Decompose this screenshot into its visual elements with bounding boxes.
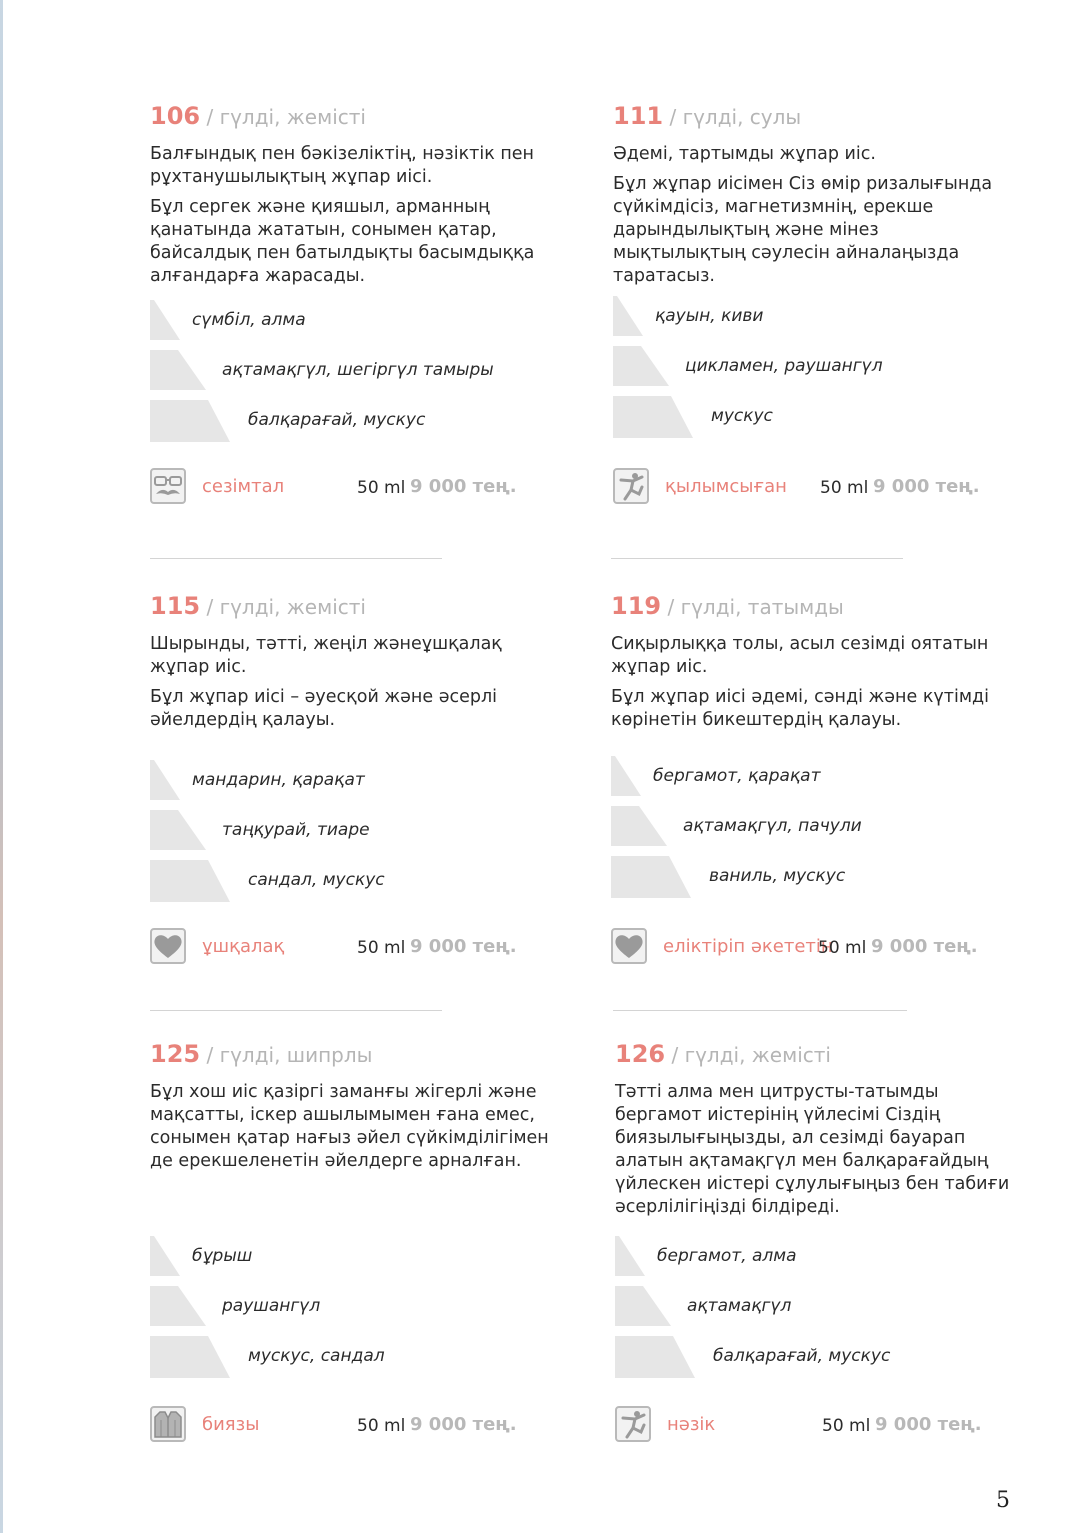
character-label: қылымсыған	[665, 476, 787, 497]
fragrance-pyramid	[611, 756, 1011, 906]
fragrance-note: қауын, киви	[655, 306, 764, 326]
product-number: 125	[150, 1040, 201, 1068]
product-description	[613, 143, 1013, 288]
pyramid-tier-shape	[150, 1286, 206, 1326]
pyramid-tier-shape	[150, 400, 230, 442]
description-paragraph: Бұл жұпар иісімен Сіз өмір ризалығында сүйкімдісіз, магнетизмнің, ерекше дарындылықтың және мінез мықтылықтың сәулесін айналаңызда таратасыз.	[613, 174, 993, 286]
pyramid-tier-shape	[150, 860, 230, 902]
price-label: 9 000 тең.	[410, 476, 517, 497]
product-number: 115	[150, 592, 201, 620]
pyramid-tier-shape	[150, 760, 180, 800]
pyramid-tier-shape	[150, 350, 206, 390]
description-paragraph: Бұл жұпар иісі әдемі, сәнді және күтімді көрінетін бикештердің қалауы.	[611, 687, 989, 730]
product-category: гүлді, жемісті	[219, 105, 366, 129]
pyramid-tier-shape	[613, 296, 643, 336]
page-edge-strip	[0, 0, 3, 1533]
product-heading	[150, 104, 550, 129]
fragrance-pyramid	[150, 760, 550, 910]
pyramid-tier-shape	[615, 1336, 695, 1378]
volume-label: 50 ml	[820, 478, 869, 498]
fragrance-pyramid	[613, 296, 1013, 446]
fragrance-note: мускус, сандал	[248, 1346, 385, 1366]
fragrance-note: бұрыш	[192, 1246, 253, 1266]
product-number: 119	[611, 592, 662, 620]
description-paragraph: Бұл хош иіс қазіргі заманғы жігерлі және мақсатты, іскер ашылымымен ғана емес, сонымен қатар нағыз әйел сүйкімділігімен де ерекшеленетін әйелдерге арналған.	[150, 1082, 549, 1171]
price-label: 9 000 тең.	[871, 936, 978, 957]
price-label: 9 000 тең.	[410, 936, 517, 957]
product-description	[611, 633, 1011, 732]
product-description	[615, 1081, 1015, 1219]
fragrance-note: раушангүл	[222, 1296, 321, 1316]
product-footer	[150, 1406, 550, 1446]
character-label: биязы	[202, 1414, 260, 1435]
pyramid-tier-shape	[613, 346, 669, 386]
heart-icon	[611, 928, 647, 964]
fragrance-note: ақтамақгүл, шегіргүл тамыры	[222, 360, 494, 380]
volume-label: 50 ml	[357, 1416, 406, 1436]
product-card-106	[150, 102, 550, 498]
product-footer	[613, 468, 1013, 508]
product-footer	[611, 928, 1011, 968]
product-footer	[150, 928, 550, 968]
divider-rule	[613, 1010, 907, 1011]
fragrance-note: таңқурай, тиаре	[222, 820, 370, 840]
product-heading	[150, 1042, 550, 1067]
fragrance-note: бергамот, алма	[657, 1246, 797, 1266]
heading-separator: /	[663, 105, 683, 129]
character-label: нәзік	[667, 1414, 716, 1435]
fragrance-note: сүмбіл, алма	[192, 310, 306, 330]
divider-rule	[150, 1010, 442, 1011]
price-label: 9 000 тең.	[875, 1414, 982, 1435]
product-footer	[615, 1406, 1015, 1446]
heading-separator: /	[200, 1043, 220, 1067]
product-category: гүлді, сулы	[682, 105, 802, 129]
product-description	[150, 633, 550, 732]
fragrance-note: балқарағай, мускус	[248, 410, 426, 430]
pyramid-tier-shape	[615, 1236, 645, 1276]
page-number: 5	[996, 1488, 1010, 1513]
description-paragraph: Бұл жұпар иісі – әуесқой және әсерлі әйелдердің қалауы.	[150, 687, 498, 730]
description-paragraph: Шырынды, тәтті, жеңіл жәнеұшқалақ жұпар иіс.	[150, 634, 502, 677]
product-card-119	[611, 592, 1011, 958]
fragrance-pyramid	[150, 1236, 550, 1386]
heart-icon	[150, 928, 186, 964]
fragrance-note: балқарағай, мускус	[713, 1346, 891, 1366]
fragrance-note: бергамот, қарақат	[653, 766, 821, 786]
product-heading	[613, 104, 1013, 129]
fragrance-note: цикламен, раушангүл	[685, 356, 883, 376]
heading-separator: /	[200, 595, 220, 619]
product-category: гүлді, шипрлы	[219, 1043, 373, 1067]
product-number: 106	[150, 102, 201, 130]
heading-separator: /	[200, 105, 220, 129]
pyramid-tier-shape	[150, 300, 180, 340]
product-heading	[611, 594, 1011, 619]
product-card-111	[613, 102, 1013, 498]
fragrance-pyramid	[615, 1236, 1015, 1386]
divider-rule	[150, 558, 442, 559]
product-description	[150, 143, 550, 288]
volume-label: 50 ml	[818, 938, 867, 958]
fragrance-note: сандал, мускус	[248, 870, 385, 890]
product-category: гүлді, татымды	[680, 595, 844, 619]
product-footer	[150, 468, 550, 508]
fragrance-note: ақтамақгүл, пачули	[683, 816, 862, 836]
fragrance-pyramid	[150, 300, 550, 450]
description-paragraph: Әдемі, тартымды жұпар иіс.	[613, 144, 876, 164]
product-number: 126	[615, 1040, 666, 1068]
fragrance-note: мандарин, қарақат	[192, 770, 365, 790]
dancer-icon	[615, 1406, 651, 1442]
product-description	[150, 1081, 550, 1173]
product-card-125	[150, 1040, 550, 1436]
fragrance-note: ақтамақгүл	[687, 1296, 792, 1316]
dancer-icon	[613, 468, 649, 504]
pyramid-tier-shape	[611, 856, 691, 898]
pyramid-tier-shape	[615, 1286, 671, 1326]
product-category: гүлді, жемісті	[684, 1043, 831, 1067]
jacket-icon	[150, 1406, 186, 1442]
description-paragraph: Тәтті алма мен цитрусты-татымды бергамот иістерінің үйлесімі Сіздің биязылығыңызды, ал сезімді бауарап алатын ақтамақгүл мен балқарағайдың үйлескен иістері сұлулығыңыз бен табиғи әсерлілігіңізді білдіреді.	[615, 1082, 1010, 1217]
product-card-115	[150, 592, 550, 958]
fragrance-note: ваниль, мускус	[709, 866, 846, 886]
character-label: ұшқалақ	[202, 936, 285, 957]
description-paragraph: Бұл сергек және қияшыл, арманның қанатында жататын, сонымен қатар, байсалдық пен батылдықты басымдыққа алғандарға жарасады.	[150, 197, 535, 286]
product-heading	[615, 1042, 1015, 1067]
character-label: сезімтал	[202, 476, 285, 497]
description-paragraph: Балғындық пен бәкізеліктің, нәзіктік пен рұхтанушылықтың жұпар иісі.	[150, 144, 534, 187]
heading-separator: /	[661, 595, 681, 619]
volume-label: 50 ml	[822, 1416, 871, 1436]
mustache-glasses-icon	[150, 468, 186, 504]
character-label: еліктіріп әкететін	[663, 936, 833, 957]
volume-label: 50 ml	[357, 478, 406, 498]
volume-label: 50 ml	[357, 938, 406, 958]
heading-separator: /	[665, 1043, 685, 1067]
product-card-126	[615, 1040, 1015, 1436]
product-number: 111	[613, 102, 664, 130]
pyramid-tier-shape	[150, 1236, 180, 1276]
product-category: гүлді, жемісті	[219, 595, 366, 619]
fragrance-note: мускус	[711, 406, 773, 426]
pyramid-tier-shape	[150, 1336, 230, 1378]
price-label: 9 000 тең.	[873, 476, 980, 497]
pyramid-tier-shape	[150, 810, 206, 850]
price-label: 9 000 тең.	[410, 1414, 517, 1435]
description-paragraph: Сиқырлыққа толы, асыл сезімді оятатын жұпар иіс.	[611, 634, 989, 677]
pyramid-tier-shape	[613, 396, 693, 438]
product-heading	[150, 594, 550, 619]
pyramid-tier-shape	[611, 806, 667, 846]
divider-rule	[611, 558, 903, 559]
pyramid-tier-shape	[611, 756, 641, 796]
